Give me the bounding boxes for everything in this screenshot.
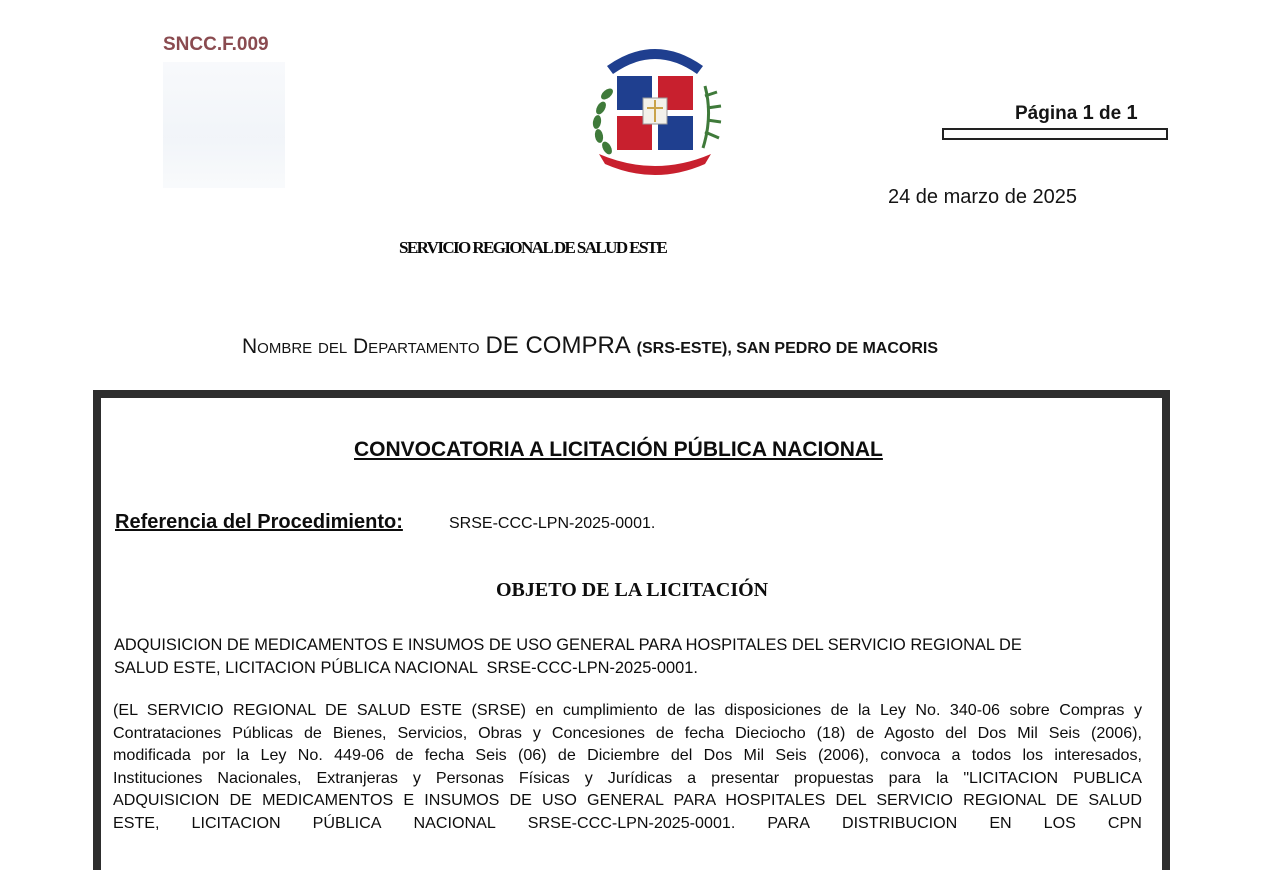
- page-number-box: [942, 128, 1168, 140]
- body-word: ESTE,: [113, 813, 160, 832]
- notice-title: CONVOCATORIA A LICITACIÓN PÚBLICA NACIONAL: [354, 438, 883, 461]
- body-word: PÚBLICA: [312, 813, 382, 832]
- body-line-3: modificada por la Ley No. 449-06 de fecha Seis (06) de Diciembre del Dos Mil Seis (2006), convoca a todos los interesados,: [113, 746, 1142, 765]
- page-number: [1015, 102, 1138, 125]
- object-title: OBJETO DE LA LICITACIÓN: [496, 579, 769, 601]
- body-line-6: [113, 812, 1142, 835]
- department-prefix: Nombre del Departamento: [242, 335, 480, 358]
- document-date: 24 de marzo de 2025: [888, 186, 1078, 208]
- body-line-4: Instituciones Nacionales, Extranjeras y Personas Físicas y Jurídicas a presentar propuestas para la "LICITACION PUBLICA: [113, 768, 1142, 787]
- dominican-republic-coat-of-arms-icon: [585, 36, 725, 178]
- body-word: LICITACION: [191, 813, 281, 832]
- object-text-line-1: ADQUISICION DE MEDICAMENTOS E INSUMOS DE USO GENERAL PARA HOSPITALES DEL SERVICIO REGIONAL DE: [114, 636, 1022, 654]
- body-line-1: (EL SERVICIO REGIONAL DE SALUD ESTE (SRSE) en cumplimiento de las disposiciones de la Ley No. 340-06 sobre Compras y: [113, 701, 1142, 719]
- reference-label: Referencia del Procedimiento:: [115, 511, 403, 533]
- body-line-2: Contrataciones Públicas de Bienes, Servicios, Obras y Concesiones de fecha Dieciocho (18) de Agosto del Dos Mil Seis (2006),: [113, 723, 1142, 742]
- page-current: 1: [1082, 102, 1094, 124]
- faded-stamp-area: [163, 62, 285, 188]
- department-name: DE COMPRA: [485, 332, 631, 359]
- body-line-5: ADQUISICION DE MEDICAMENTOS E INSUMOS DE USO GENERAL PARA HOSPITALES DEL SERVICIO REGIONAL DE SALUD: [113, 791, 1142, 810]
- reference-value: SRSE-CCC-LPN-2025-0001.: [449, 515, 656, 532]
- body-word: PARA: [767, 813, 810, 832]
- page-label-mid: de: [1099, 103, 1122, 124]
- department-line: [242, 332, 938, 360]
- organization-name: SERVICIO REGIONAL DE SALUD ESTE: [399, 238, 667, 257]
- body-word: DISTRIBUCION: [841, 813, 958, 832]
- body-word: NACIONAL: [413, 813, 496, 832]
- notice-body: [113, 699, 1142, 835]
- form-code: SNCC.F.009: [163, 34, 269, 55]
- object-text: [114, 634, 1114, 680]
- page-total: 1: [1126, 102, 1138, 124]
- page-label-prefix: Página: [1015, 103, 1078, 124]
- body-word: SRSE-CCC-LPN-2025-0001.: [527, 813, 736, 832]
- body-word: CPN: [1107, 813, 1142, 832]
- department-suffix: (SRS-ESTE), SAN PEDRO DE MACORIS: [636, 340, 938, 357]
- object-text-line-2: SALUD ESTE, LICITACION PÚBLICA NACIONAL SRSE-CCC-LPN-2025-0001.: [114, 659, 698, 677]
- body-word: LOS: [1043, 813, 1076, 832]
- body-word: EN: [989, 813, 1012, 832]
